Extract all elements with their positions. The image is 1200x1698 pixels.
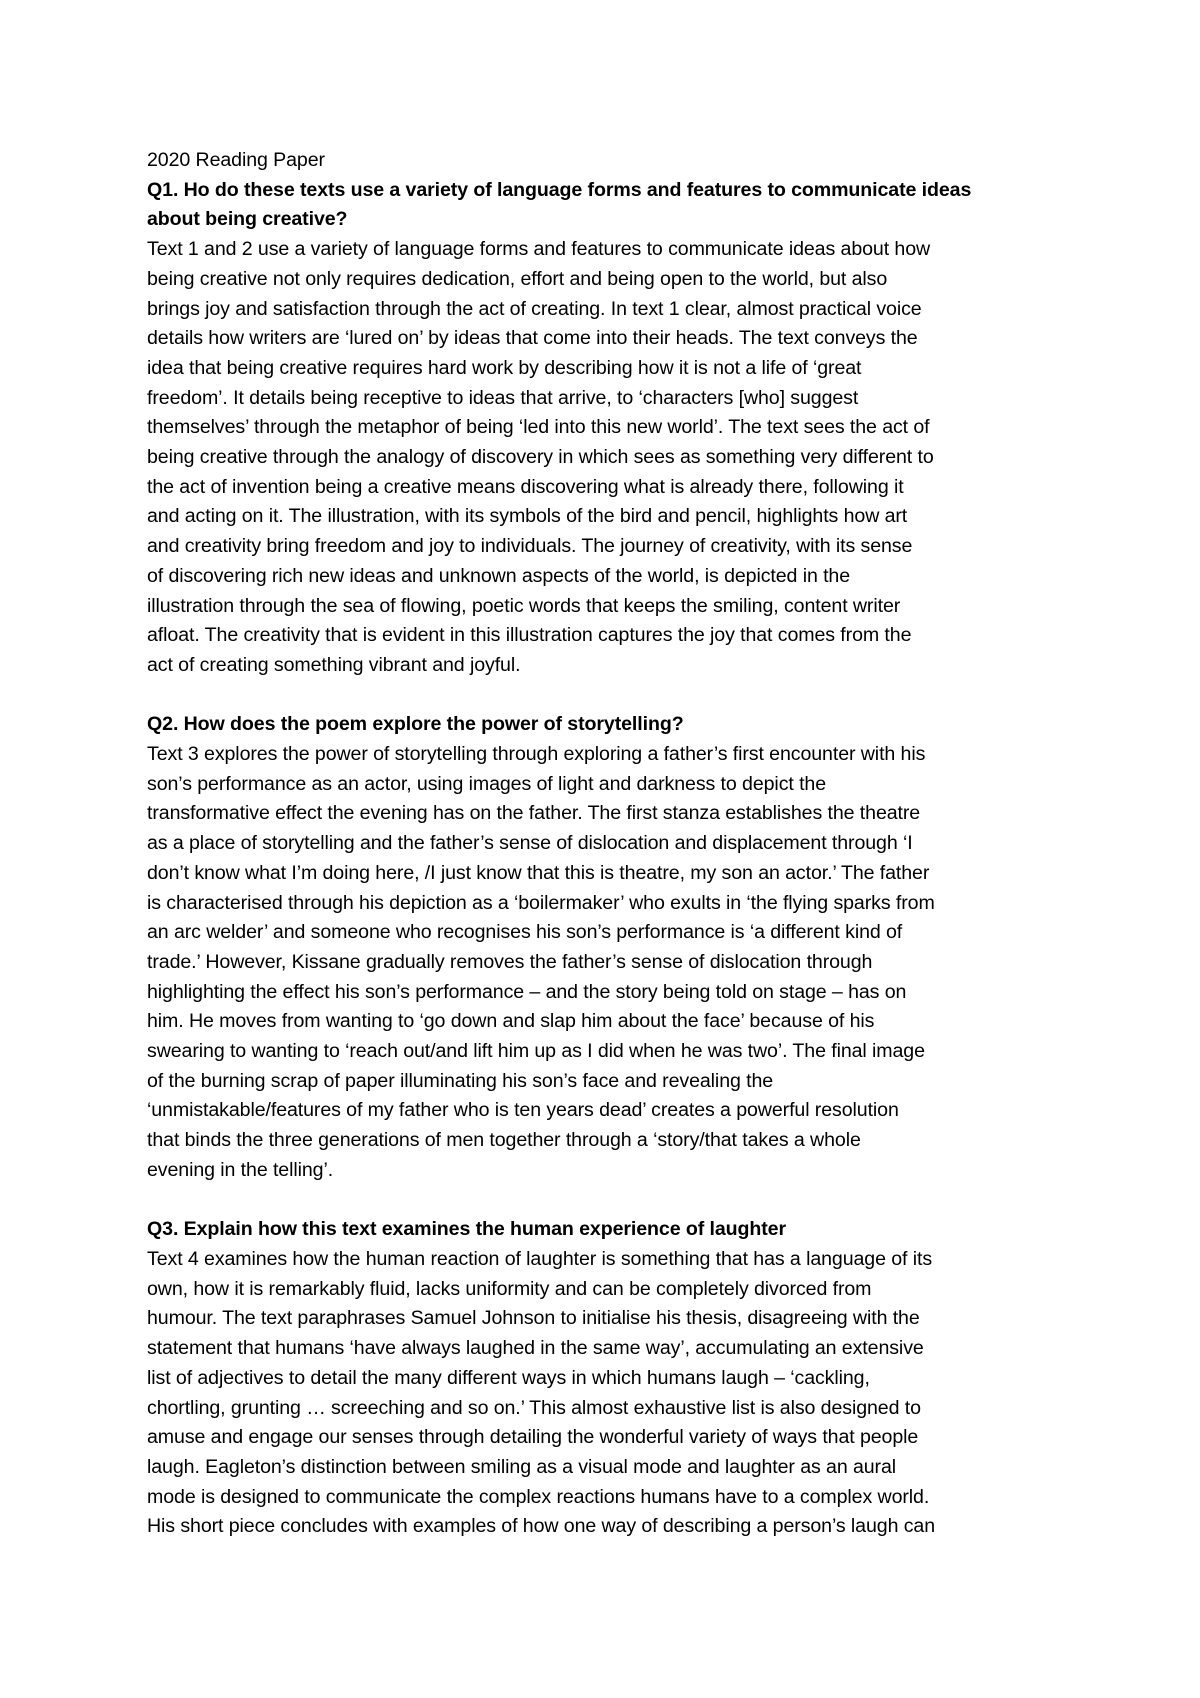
answer-line: swearing to wanting to ‘reach out/and lift him up as I did when he was two’. The final image — [147, 1040, 925, 1063]
answer-line: being creative not only requires dedication, effort and being open to the world, but also — [147, 267, 888, 290]
answer-line: freedom’. It details being receptive to ideas that arrive, to ‘characters [who] suggest — [147, 386, 859, 409]
answer-line: chortling, grunting … screeching and so on.’ This almost exhaustive list is also designed to — [147, 1396, 921, 1419]
document-title: 2020 Reading Paper — [147, 149, 325, 171]
paragraph-gap — [147, 1186, 1067, 1216]
question-heading-line: Q2. How does the poem explore the power of storytelling? — [147, 713, 684, 736]
paragraph-gap — [147, 681, 1067, 711]
answer-line: son’s performance as an actor, using images of light and darkness to depict the — [147, 772, 827, 795]
answer-line: being creative through the analogy of discovery in which sees as something very different to — [147, 446, 934, 469]
answer-line: act of creating something vibrant and joyful. — [147, 653, 521, 676]
answer-line: list of adjectives to detail the many different ways in which humans laugh – ‘cackling, — [147, 1366, 870, 1389]
question-heading-line: about being creative? — [147, 208, 348, 231]
answer-line: trade.’ However, Kissane gradually removes the father’s sense of dislocation through — [147, 950, 873, 973]
answer-line: details how writers are ‘lured on’ by ideas that come into their heads. The text conveys the — [147, 327, 918, 350]
answer-line: afloat. The creativity that is evident in this illustration captures the joy that comes from the — [147, 624, 912, 647]
answer-line: mode is designed to communicate the complex reactions humans have to a complex world. — [147, 1485, 930, 1508]
answer-line: the act of invention being a creative means discovering what is already there, following it — [147, 475, 904, 498]
answer-line: him. He moves from wanting to ‘go down and slap him about the face’ because of his — [147, 1010, 875, 1033]
document-body — [147, 146, 1067, 1542]
answer-line: Text 1 and 2 use a variety of language forms and features to communicate ideas about how — [147, 238, 931, 261]
answer-line: highlighting the effect his son’s performance – and the story being told on stage – has on — [147, 980, 907, 1003]
answer-line: themselves’ through the metaphor of being ‘led into this new world’. The text sees the act of — [147, 416, 930, 439]
answer-line: transformative effect the evening has on the father. The first stanza establishes the theatre — [147, 802, 921, 825]
answer-line: brings joy and satisfaction through the act of creating. In text 1 clear, almost practical voice — [147, 297, 922, 320]
answer-line: ‘unmistakable/features of my father who is ten years dead’ creates a powerful resolution — [147, 1099, 899, 1122]
answer-line: as a place of storytelling and the father’s sense of dislocation and displacement through ‘I — [147, 832, 913, 855]
section-q1 — [147, 176, 1067, 681]
answer-line: amuse and engage our senses through detailing the wonderful variety of ways that people — [147, 1426, 919, 1449]
answer-line: own, how it is remarkably fluid, lacks uniformity and can be completely divorced from — [147, 1277, 872, 1300]
answer-line: statement that humans ‘have always laughed in the same way’, accumulating an extensive — [147, 1337, 924, 1360]
answer-line: of discovering rich new ideas and unknown aspects of the world, is depicted in the — [147, 564, 851, 587]
answer-line: laugh. Eagleton’s distinction between smiling as a visual mode and laughter as an aural — [147, 1455, 897, 1478]
answer-line: and creativity bring freedom and joy to individuals. The journey of creativity, with its sense — [147, 535, 913, 558]
answer-line: Text 4 examines how the human reaction of laughter is something that has a language of its — [147, 1247, 933, 1270]
section-q3 — [147, 1215, 1067, 1542]
answer-line: illustration through the sea of flowing, poetic words that keeps the smiling, content writer — [147, 594, 901, 617]
question-heading-line: Q3. Explain how this text examines the human experience of laughter — [147, 1218, 786, 1241]
answer-line: Text 3 explores the power of storytelling through exploring a father’s first encounter with his — [147, 743, 926, 766]
answer-line: idea that being creative requires hard work by describing how it is not a life of ‘great — [147, 356, 862, 379]
answer-line: don’t know what I’m doing here, /I just know that this is theatre, my son an actor.’ The father — [147, 861, 930, 884]
answer-line: and acting on it. The illustration, with its symbols of the bird and pencil, highlights how art — [147, 505, 908, 528]
answer-line: that binds the three generations of men together through a ‘story/that takes a whole — [147, 1129, 861, 1152]
question-heading-line: Q1. Ho do these texts use a variety of language forms and features to communicate ideas — [147, 178, 972, 201]
answer-line: His short piece concludes with examples of how one way of describing a person’s laugh can — [147, 1515, 935, 1538]
answer-line: of the burning scrap of paper illuminating his son’s face and revealing the — [147, 1069, 774, 1092]
answer-line: an arc welder’ and someone who recognises his son’s performance is ‘a different kind of — [147, 921, 903, 944]
answer-line: humour. The text paraphrases Samuel Johnson to initialise his thesis, disagreeing with the — [147, 1307, 920, 1330]
section-q2 — [147, 710, 1067, 1185]
answer-line: evening in the telling’. — [147, 1158, 334, 1181]
answer-line: is characterised through his depiction as a ‘boilermaker’ who exults in ‘the flying sparks from — [147, 891, 935, 914]
